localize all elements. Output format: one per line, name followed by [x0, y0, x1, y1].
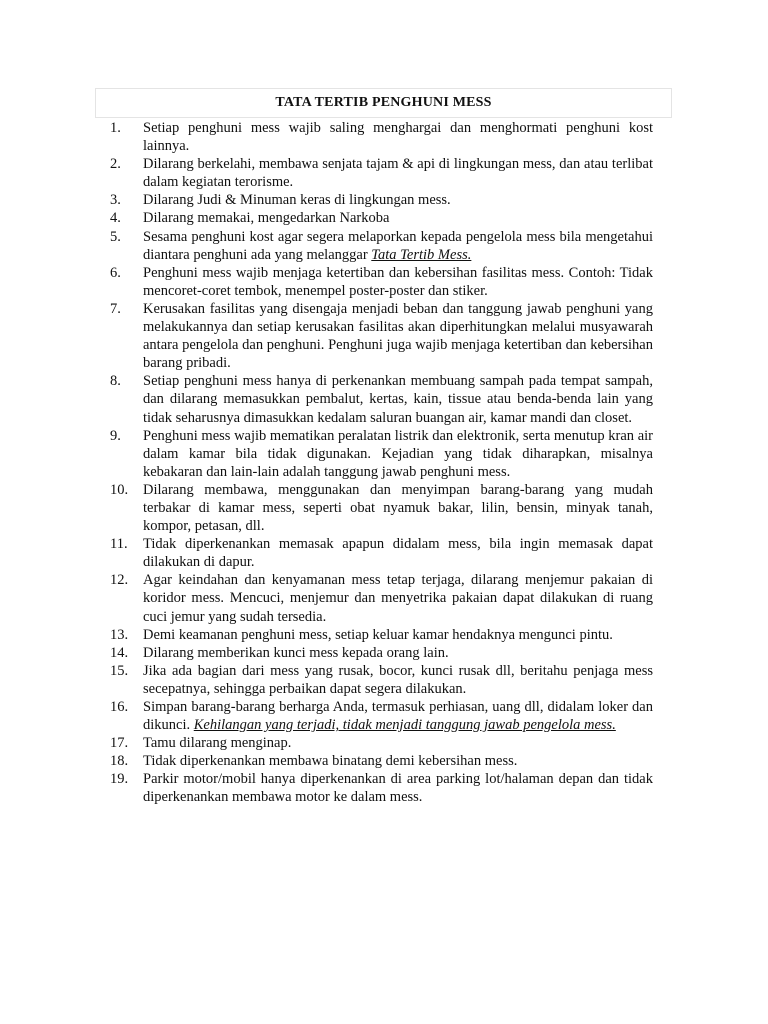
rule-number: 11. — [110, 536, 128, 553]
rule-number: 1. — [110, 120, 121, 136]
rule-text-block — [143, 626, 653, 644]
rule-item — [110, 372, 653, 426]
rule-item — [110, 662, 653, 698]
rule-text-block — [143, 209, 653, 227]
rule-text-block — [143, 734, 653, 752]
rule-text: Jika ada bagian dari mess yang rusak, bocor, kunci rusak dll, beritahu penjaga mess secepatnya, sehingga perbaikan dapat segera dilakukan. — [143, 662, 653, 697]
rule-text-block — [143, 264, 653, 300]
rule-text: Sesama penghuni kost agar segera melaporkan kepada pengelola mess bila mengetahui diantara penghuni ada yang melanggar — [143, 228, 653, 263]
rule-number: 4. — [110, 210, 121, 227]
rule-item — [110, 571, 653, 625]
rule-text: Penghuni mess wajib menjaga ketertiban dan kebersihan fasilitas mess. Contoh: Tidak mencoret-coret tembok, menempel poster-poster dan stiker. — [143, 264, 653, 299]
rule-text: Tamu dilarang menginap. — [143, 735, 292, 752]
rule-text: Tidak diperkenankan memasak apapun didalam mess, bila ingin memasak dapat dilakukan di dapur. — [143, 536, 653, 571]
rule-number: 16. — [110, 699, 129, 715]
rule-emphasis: Kehilangan yang terjadi, tidak menjadi tanggung jawab pengelola mess. — [193, 717, 616, 734]
rule-text-block — [143, 662, 653, 698]
rule-text-block — [143, 481, 653, 535]
rule-text: Penghuni mess wajib mematikan peralatan listrik dan elektronik, serta menutup kran air dalam kamar bila tidak digunakan. Kejadian yang tidak diharapkan, misalnya kebakaran dan lain-lain adalah tanggung jawab penghuni mess. — [143, 427, 653, 480]
rule-item — [110, 264, 653, 300]
rule-item — [110, 535, 653, 571]
document-title: TATA TERTIB PENGHUNI MESS — [275, 95, 492, 110]
rule-text-block — [143, 119, 653, 155]
rule-emphasis: Tata Tertib Mess. — [371, 246, 472, 263]
rule-text-block — [143, 698, 653, 734]
rule-number: 3. — [110, 192, 121, 209]
rule-number: 7. — [110, 300, 121, 317]
rule-number: 13. — [110, 626, 129, 643]
rule-text: Kerusakan fasilitas yang disengaja menjadi beban dan tanggung jawab penghuni yang melakukannya dan setiap kerusakan fasilitas akan diperhitungkan melalui musyawarah antara pengelola dan penghuni. Penghuni juga wajib menjaga ketertiban dan kebersihan barang pribadi. — [143, 300, 653, 372]
rule-item — [110, 209, 653, 227]
rules-list — [110, 119, 653, 807]
rule-text-block — [143, 191, 653, 209]
rule-number: 10. — [110, 481, 129, 498]
rule-item — [110, 626, 653, 644]
rule-text: Dilarang berkelahi, membawa senjata tajam & api di lingkungan mess, dan atau terlibat dalam kegiatan terorisme. — [143, 156, 653, 191]
rule-number: 5. — [110, 228, 121, 245]
rule-text-block — [143, 644, 653, 662]
rule-text: Dilarang Judi & Minuman keras di lingkungan mess. — [143, 192, 451, 209]
rule-item — [110, 770, 653, 806]
rule-item — [110, 191, 653, 209]
rule-item — [110, 644, 653, 662]
rule-number: 2. — [110, 156, 121, 173]
rule-item — [110, 119, 653, 155]
rule-text-block — [143, 300, 653, 372]
rule-item — [110, 228, 653, 264]
rule-text-block — [143, 427, 653, 481]
rule-item — [110, 734, 653, 752]
rule-text-block — [143, 228, 653, 264]
rule-text: Dilarang memakai, mengedarkan Narkoba — [143, 210, 390, 227]
rule-number: 9. — [110, 427, 121, 444]
rule-text: Demi keamanan penghuni mess, setiap keluar kamar hendaknya mengunci pintu. — [143, 626, 613, 643]
rule-text: Agar keindahan dan kenyamanan mess tetap terjaga, dilarang menjemur pakaian di koridor mess. Mencuci, menjemur dan menyetrika pakaian dapat dilakukan di ruang cuci jemur yang sudah tersedia. — [143, 572, 653, 625]
rule-number: 18. — [110, 753, 129, 770]
rule-text: Dilarang memberikan kunci mess kepada orang lain. — [143, 644, 449, 661]
rule-number: 8. — [110, 373, 121, 390]
rule-text: Setiap penghuni mess hanya di perkenankan membuang sampah pada tempat sampah, dan dilarang memasukkan pembalut, kertas, kain, tissue atau benda-benda lain yang tidak seharusnya dimasukkan kedalam saluran buangan air, kamar mandi dan closet. — [143, 373, 653, 426]
rule-text: Setiap penghuni mess wajib saling menghargai dan menghormati penghuni kost lainnya. — [143, 120, 653, 155]
rule-text: Simpan barang-barang berharga Anda, termasuk perhiasan, uang dll, didalam loker dan dikunci. — [143, 699, 653, 734]
rule-text-block — [143, 155, 653, 191]
rule-number: 12. — [110, 572, 129, 589]
rule-text-block — [143, 752, 653, 770]
rule-item — [110, 427, 653, 481]
rule-item — [110, 752, 653, 770]
rule-item — [110, 300, 653, 372]
rule-text-block — [143, 372, 653, 426]
rule-number: 19. — [110, 771, 129, 788]
rule-number: 15. — [110, 662, 129, 679]
rule-number: 6. — [110, 264, 121, 281]
rule-item — [110, 481, 653, 535]
rule-text: Dilarang membawa, menggunakan dan menyimpan barang-barang yang mudah terbakar di kamar mess, seperti obat nyamuk bakar, lilin, bensin, minyak tanah, kompor, petasan, dll. — [143, 481, 653, 535]
rule-text-block — [143, 535, 653, 571]
rule-text: Tidak diperkenankan membawa binatang demi kebersihan mess. — [143, 753, 518, 770]
title-box — [95, 88, 672, 118]
rule-text: Parkir motor/mobil hanya diperkenankan di area parking lot/halaman depan dan tidak diperkenankan membawa motor ke dalam mess. — [143, 771, 653, 806]
rule-number: 14. — [110, 644, 129, 661]
rule-number: 17. — [110, 735, 129, 752]
rule-item — [110, 155, 653, 191]
rule-item — [110, 698, 653, 734]
rule-text-block — [143, 770, 653, 806]
rule-text-block — [143, 571, 653, 625]
